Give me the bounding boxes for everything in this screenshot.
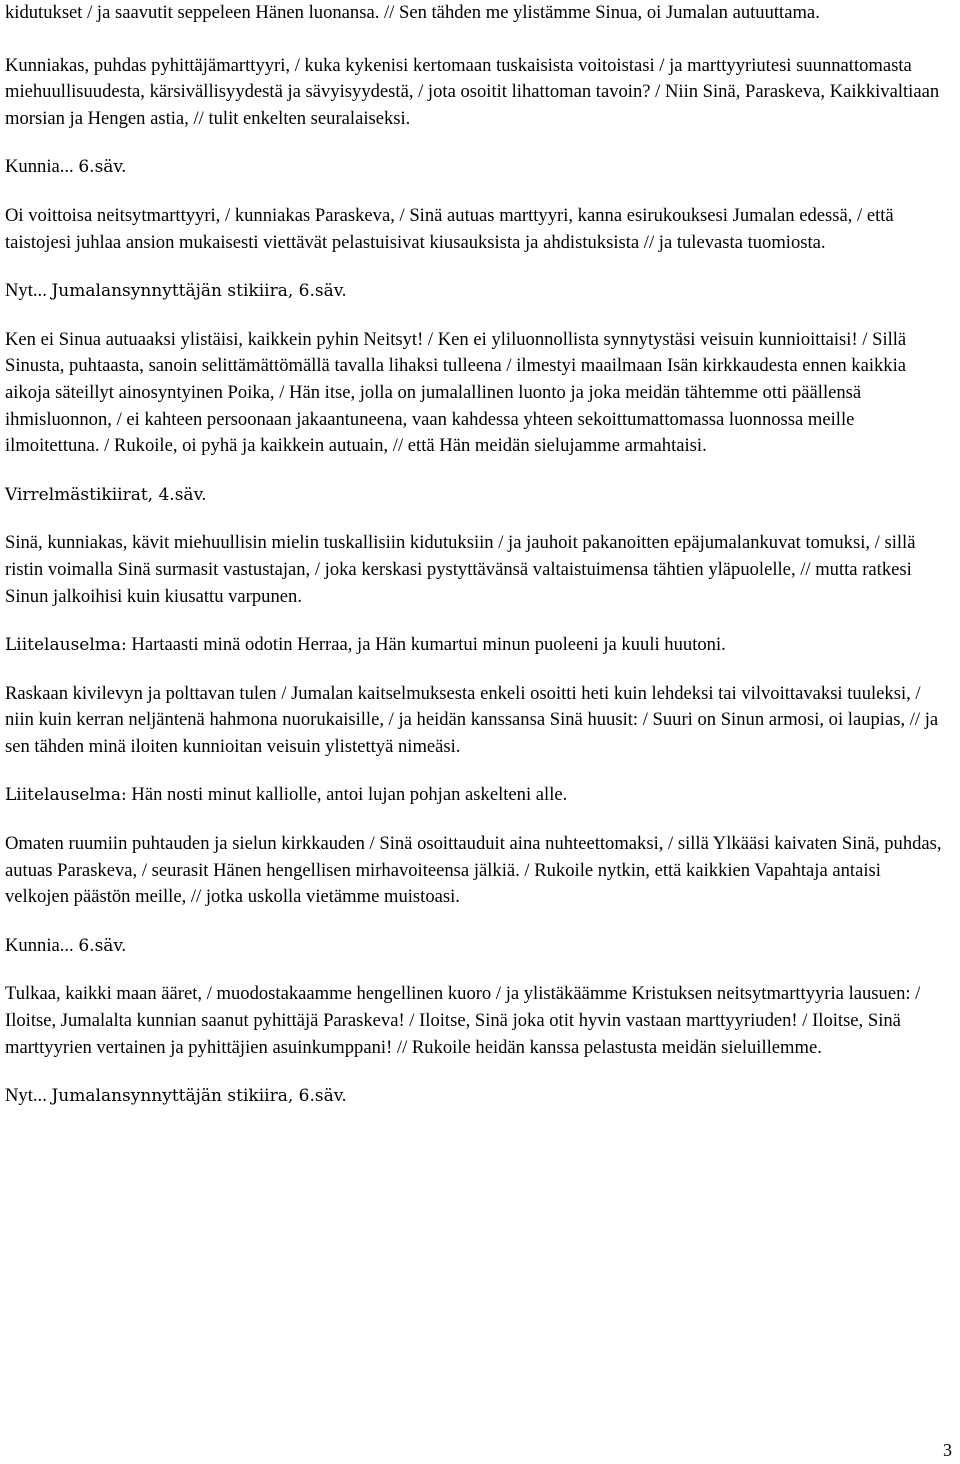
paragraph-omaten: Omaten ruumiin puhtauden ja sielun kirkkauden / Sinä osoittauduit aina nuhteettomaksi, / sillä Ylkääsi kaivaten Sinä, puhdas, autuas Paraskeva, / seurasit Hänen hengellisen mirhavoiteensa jälkiä. / Rukoile nytkin, että kaikkien Vapahtaja antaisi velkojen päästön meille, // jotka uskolla vietämme muistoasi. — [5, 833, 942, 908]
rubric-label: Jumalansynnyttäjän stikiira, 6.säv. — [51, 281, 347, 302]
rubric-label: 6.säv. — [78, 935, 127, 956]
rubric-kunnia-1 — [5, 154, 945, 181]
rubric-nyt-1 — [5, 278, 945, 305]
paragraph-kidutukset: kidutukset / ja saavutit seppeleen Hänen luonansa. // Sen tähden me ylistämme Sinua, oi Jumalan autuuttama. — [5, 2, 820, 23]
rubric-label: 6.säv. — [78, 157, 127, 178]
liitelauselma-text: Hartaasti minä odotin Herraa, ja Hän kumartui minun puoleeni ja kuuli huutoni. — [126, 634, 726, 656]
paragraph-tulkaa: Tulkaa, kaikki maan ääret, / muodostakaamme hengellinen kuoro / ja ylistäkäämme Kristuksen neitsytmarttyyria lausuen: / Iloitse, Jumalalta kunnian saanut pyhittäjä Paraskeva! / Iloitse, Sinä joka otit hyvin vastaan marttyyriuden! / Iloitse, Sinä marttyyrien vertainen ja pyhittäjien asuinkumppani! // Rukoile heidän kanssa pelastusta meidän sieluillemme. — [5, 983, 921, 1058]
rubric-label: Jumalansynnyttäjän stikiira, 6.säv. — [51, 1086, 347, 1107]
rubric-prefix: Kunnia... — [5, 156, 79, 178]
liitelauselma-label: Liitelauselma: — [5, 785, 127, 806]
document-page — [5, 0, 945, 1110]
rubric-nyt-2 — [5, 1083, 945, 1110]
rubric-prefix: Nyt... — [5, 280, 52, 302]
rubric-prefix: Kunnia... — [5, 934, 79, 956]
paragraph-raskaan: Raskaan kivilevyn ja polttavan tulen / Jumalan kaitselmuksesta enkeli osoitti heti kuin lehdeksi tai vilvoittavaksi tuuleksi, / niin kuin kerran neljäntenä hahmona nuorukaisille, / ja heidän kanssansa Sinä huusit: / Suuri on Sinun armosi, oi laupias, // ja sen tähden minä iloiten kunnioitan veisuin ylistettyä nimeäsi. — [5, 682, 939, 757]
page-number: 3 — [943, 1440, 952, 1460]
liitelauselma-1 — [5, 632, 945, 659]
heading-virrelmastikiirat: Virrelmästikiirat, 4.säv. — [5, 484, 207, 505]
liitelauselma-2 — [5, 782, 945, 809]
paragraph-ken-ei: Ken ei Sinua autuaaksi ylistäisi, kaikkein pyhin Neitsyt! / Ken ei yliluonnollista synnytystäsi veisuin kunnioittaisi! / Sillä Sinusta, puhtaasta, sanoin selittämättömällä tavalla lihaksi tulleena / ilmestyi maailmaan Isän kirkkaudesta ennen kaikkia aikoja säteillyt ainosyntyinen Poika, / Hän itse, jolla on jumalallinen luonto ja joka meidän tähtemme otti päällensä ihmisluonnon, / ei kahteen persoonaan jakaantuneena, vaan kahdessa yhteen sekoittumattomassa luonnossa meille ilmoitettuna. / Rukoile, oi pyhä ja kaikkein autuain, // että Hän meidän sielujamme armahtaisi. — [5, 328, 907, 457]
paragraph-oi-voittoisa: Oi voittoisa neitsytmarttyyri, / kunniakas Paraskeva, / Sinä autuas marttyyri, kanna esirukouksesi Jumalan edessä, / että taistojesi juhlaa ansion mukaisesti viettävät pelastuisivat kiusauksista ja ahdistuksista // ja tulevasta tuomiosta. — [5, 204, 894, 253]
paragraph-kunniakas: Kunniakas, puhdas pyhittäjämarttyyri, / kuka kykenisi kertomaan tuskaisista voitoistasi / ja marttyyriutesi suunnattomasta miehuullisuudesta, kärsivällisyydestä ja sävyisyydestä, / jota osoitit lihattoman tavoin? / Niin Sinä, Paraskeva, Kaikkivaltiaan morsian ja Hengen astia, // tulit enkelten seuralaiseksi. — [5, 54, 940, 129]
paragraph-sina-kunniakas: Sinä, kunniakas, kävit miehuullisin mielin tuskallisiin kidutuksiin / ja jauhoit pakanoitten epäjumalankuvat tomuksi, / sillä ristin voimalla Sinä surmasit vastustajan, / joka kerskasi pystyttävänsä valtaistuimensa tähtien yläpuolelle, // mutta ratkesi Sinun jalkoihisi kuin kiusattu varpunen. — [5, 532, 916, 607]
liitelauselma-text: Hän nosti minut kalliolle, antoi lujan pohjan askelteni alle. — [126, 784, 568, 806]
rubric-kunnia-2 — [5, 933, 945, 960]
liitelauselma-label: Liitelauselma: — [5, 635, 127, 656]
rubric-prefix: Nyt... — [5, 1085, 52, 1107]
